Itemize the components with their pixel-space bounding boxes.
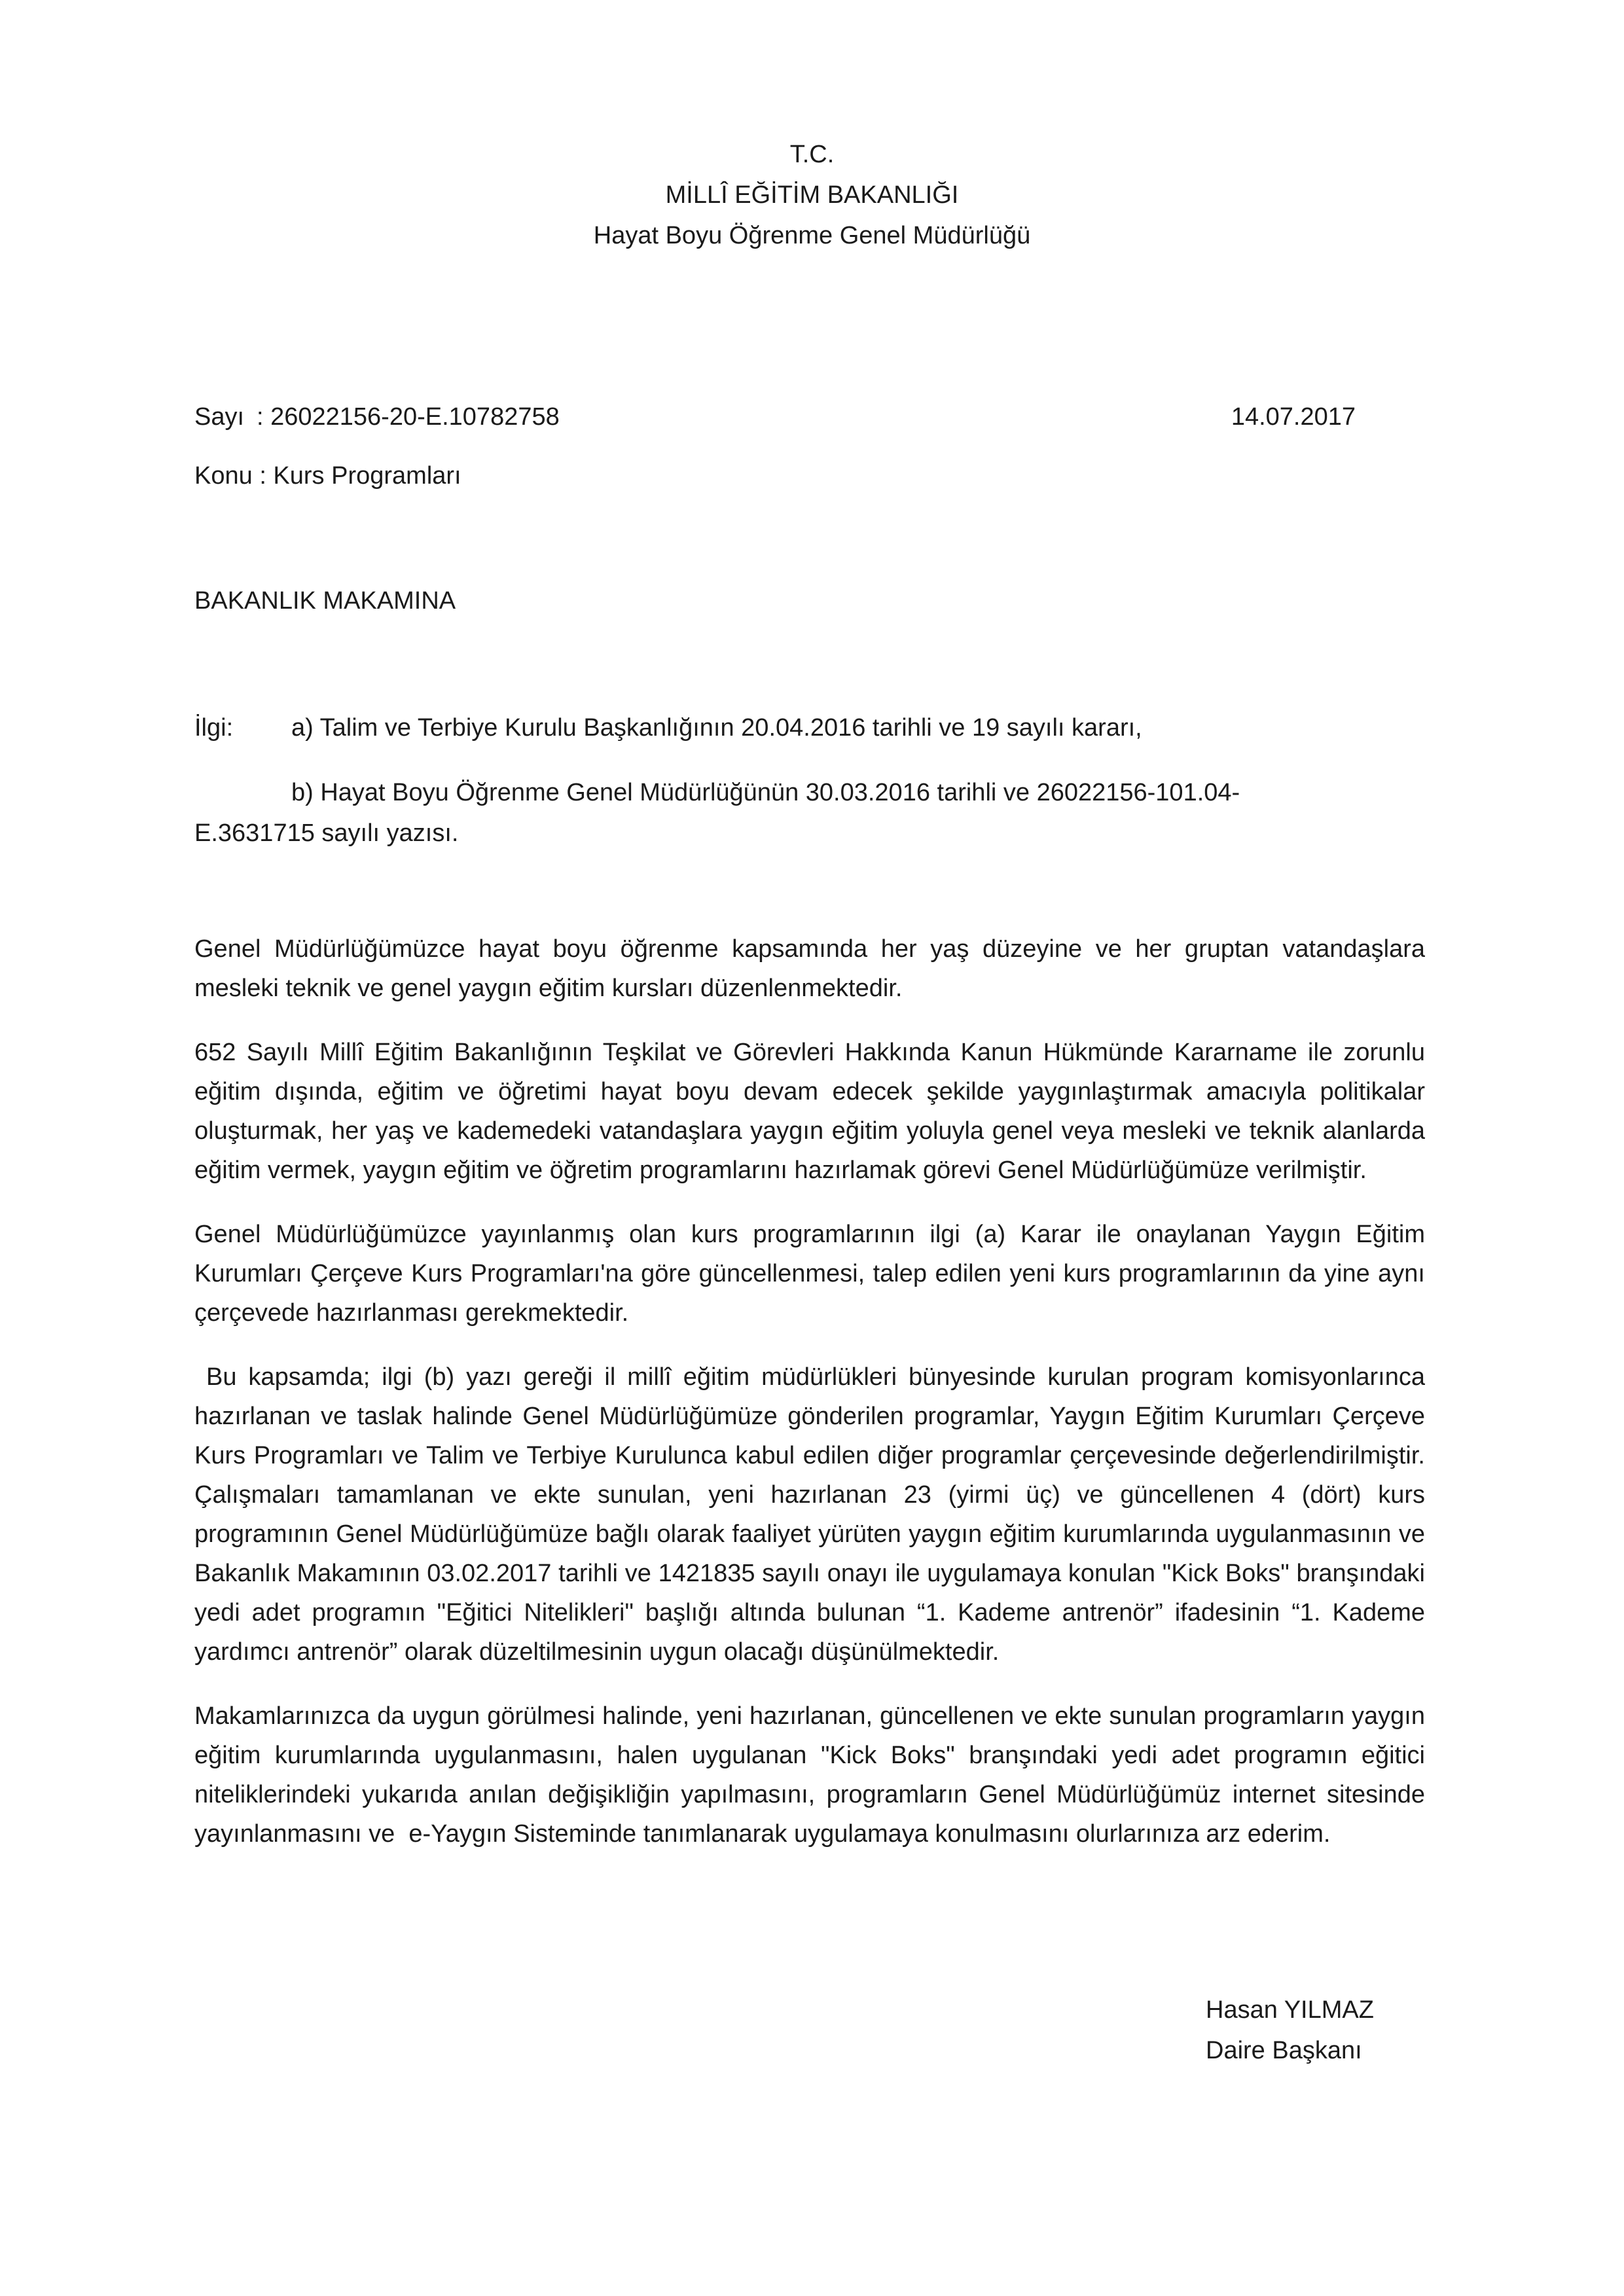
signatory-name: Hasan YILMAZ: [1206, 1996, 1374, 2024]
subject-value: : Kurs Programları: [259, 462, 461, 490]
subject-label: Konu: [194, 462, 253, 490]
reference-label: İlgi:: [194, 714, 234, 742]
body-paragraph-3: Genel Müdürlüğümüzce yayınlanmış olan kurs programlarının ilgi (a) Karar ile onaylanan Yaygın Eğitim Kurumları Çerçeve Kurs Programları'na göre güncellenmesi, talep edilen yeni kurs programlarının da yine aynı çerçevede hazırlanması gerekmektedir.: [194, 1221, 1425, 1327]
reference-number-value: : 26022156-20-E.10782758: [257, 403, 560, 431]
letterhead-country: T.C.: [789, 141, 835, 168]
reference-item-a: a) Talim ve Terbiye Kurulu Başkanlığının 20.04.2016 tarihli ve 19 sayılı kararı,: [291, 714, 1142, 742]
body-paragraph-1: Genel Müdürlüğümüzce hayat boyu öğrenme kapsamında her yaş düzeyine ve her gruptan vatandaşlara mesleki teknik ve genel yaygın eğitim kursları düzenlenmektedir.: [194, 935, 1425, 1002]
letterhead-directorate: Hayat Boyu Öğrenme Genel Müdürlüğü: [593, 222, 1031, 249]
body-paragraph-5: Makamlarınızca da uygun görülmesi halinde, yeni hazırlanan, güncellenen ve ekte sunulan programların yaygın eğitim kurumlarında uygulanmasını, halen uygulanan "Kick Boks" branşındaki yedi adet programın eğitici niteliklerindeki yukarıda anılan değişikliğin yapılmasını, programların Genel Müdürlüğümüz internet sitesinde yayınlanmasını ve e-Yaygın Sisteminde tanımlanarak uygulamaya konulmasını olurlarınıza arz ederim.: [194, 1702, 1432, 1848]
body-paragraph-2: 652 Sayılı Millî Eğitim Bakanlığının Teşkilat ve Görevleri Hakkında Kanun Hükmünde Kararname ile zorunlu eğitim dışında, eğitim ve öğretimi hayat boyu devam edecek şekilde yaygınlaştırmak amacıyla politikalar oluşturmak, her yaş ve kademedeki vatandaşlara yaygın eğitim yoluyla genel veya mesleki ve teknik alanlarda eğitim vermek, yaygın eğitim ve öğretim programlarını hazırlamak görevi Genel Müdürlüğümüze verilmiştir.: [194, 1039, 1425, 1184]
document-date: 14.07.2017: [1231, 403, 1356, 431]
reference-item-b-line2: E.3631715 sayılı yazısı.: [194, 819, 459, 847]
letterhead: [0, 134, 1624, 256]
reference-item-b-line1: b) Hayat Boyu Öğrenme Genel Müdürlüğünün 30.03.2016 tarihli ve 26022156-101.04-: [291, 779, 1240, 806]
body-paragraph-4: Bu kapsamda; ilgi (b) yazı gereği il millî eğitim müdürlükleri bünyesinde kurulan program komisyonlarınca hazırlanan ve taslak halinde Genel Müdürlüğümüze gönderilen programlar, Yaygın Eğitim Kurumları Çerçeve Kurs Programları ve Talim ve Terbiye Kurulunca kabul edilen diğer programlar çerçevesinde değerlendirilmiştir. Çalışmaları tamamlanan ve ekte sunulan, yeni hazırlanan 23 (yirmi üç) ve güncellenen 4 (dört) kurs programının Genel Müdürlüğümüze bağlı olarak faaliyet yürüten yaygın eğitim kurumlarında uygulanmasının ve Bakanlık Makamının 03.02.2017 tarihli ve 1421835 sayılı onayı ile uygulamaya konulan "Kick Boks" branşındaki yedi adet programın "Eğitici Nitelikleri" başlığı altında bulunan “1. Kademe antrenör” ifadesinin “1. Kademe yardımcı antrenör” olarak düzeltilmesinin uygun olacağı düşünülmektedir.: [194, 1363, 1432, 1666]
reference-number-label: Sayı: [194, 403, 245, 431]
signatory-title: Daire Başkanı: [1206, 2037, 1362, 2064]
letterhead-ministry: MİLLÎ EĞİTİM BAKANLIĞI: [665, 181, 959, 209]
reference-item-b: [194, 772, 1356, 853]
letter-body: [194, 929, 1432, 1878]
signature-block: [1206, 1990, 1374, 2071]
subject-line: [194, 459, 461, 492]
reference-number-line: [194, 401, 560, 433]
addressee: BAKANLIK MAKAMINA: [194, 587, 456, 615]
